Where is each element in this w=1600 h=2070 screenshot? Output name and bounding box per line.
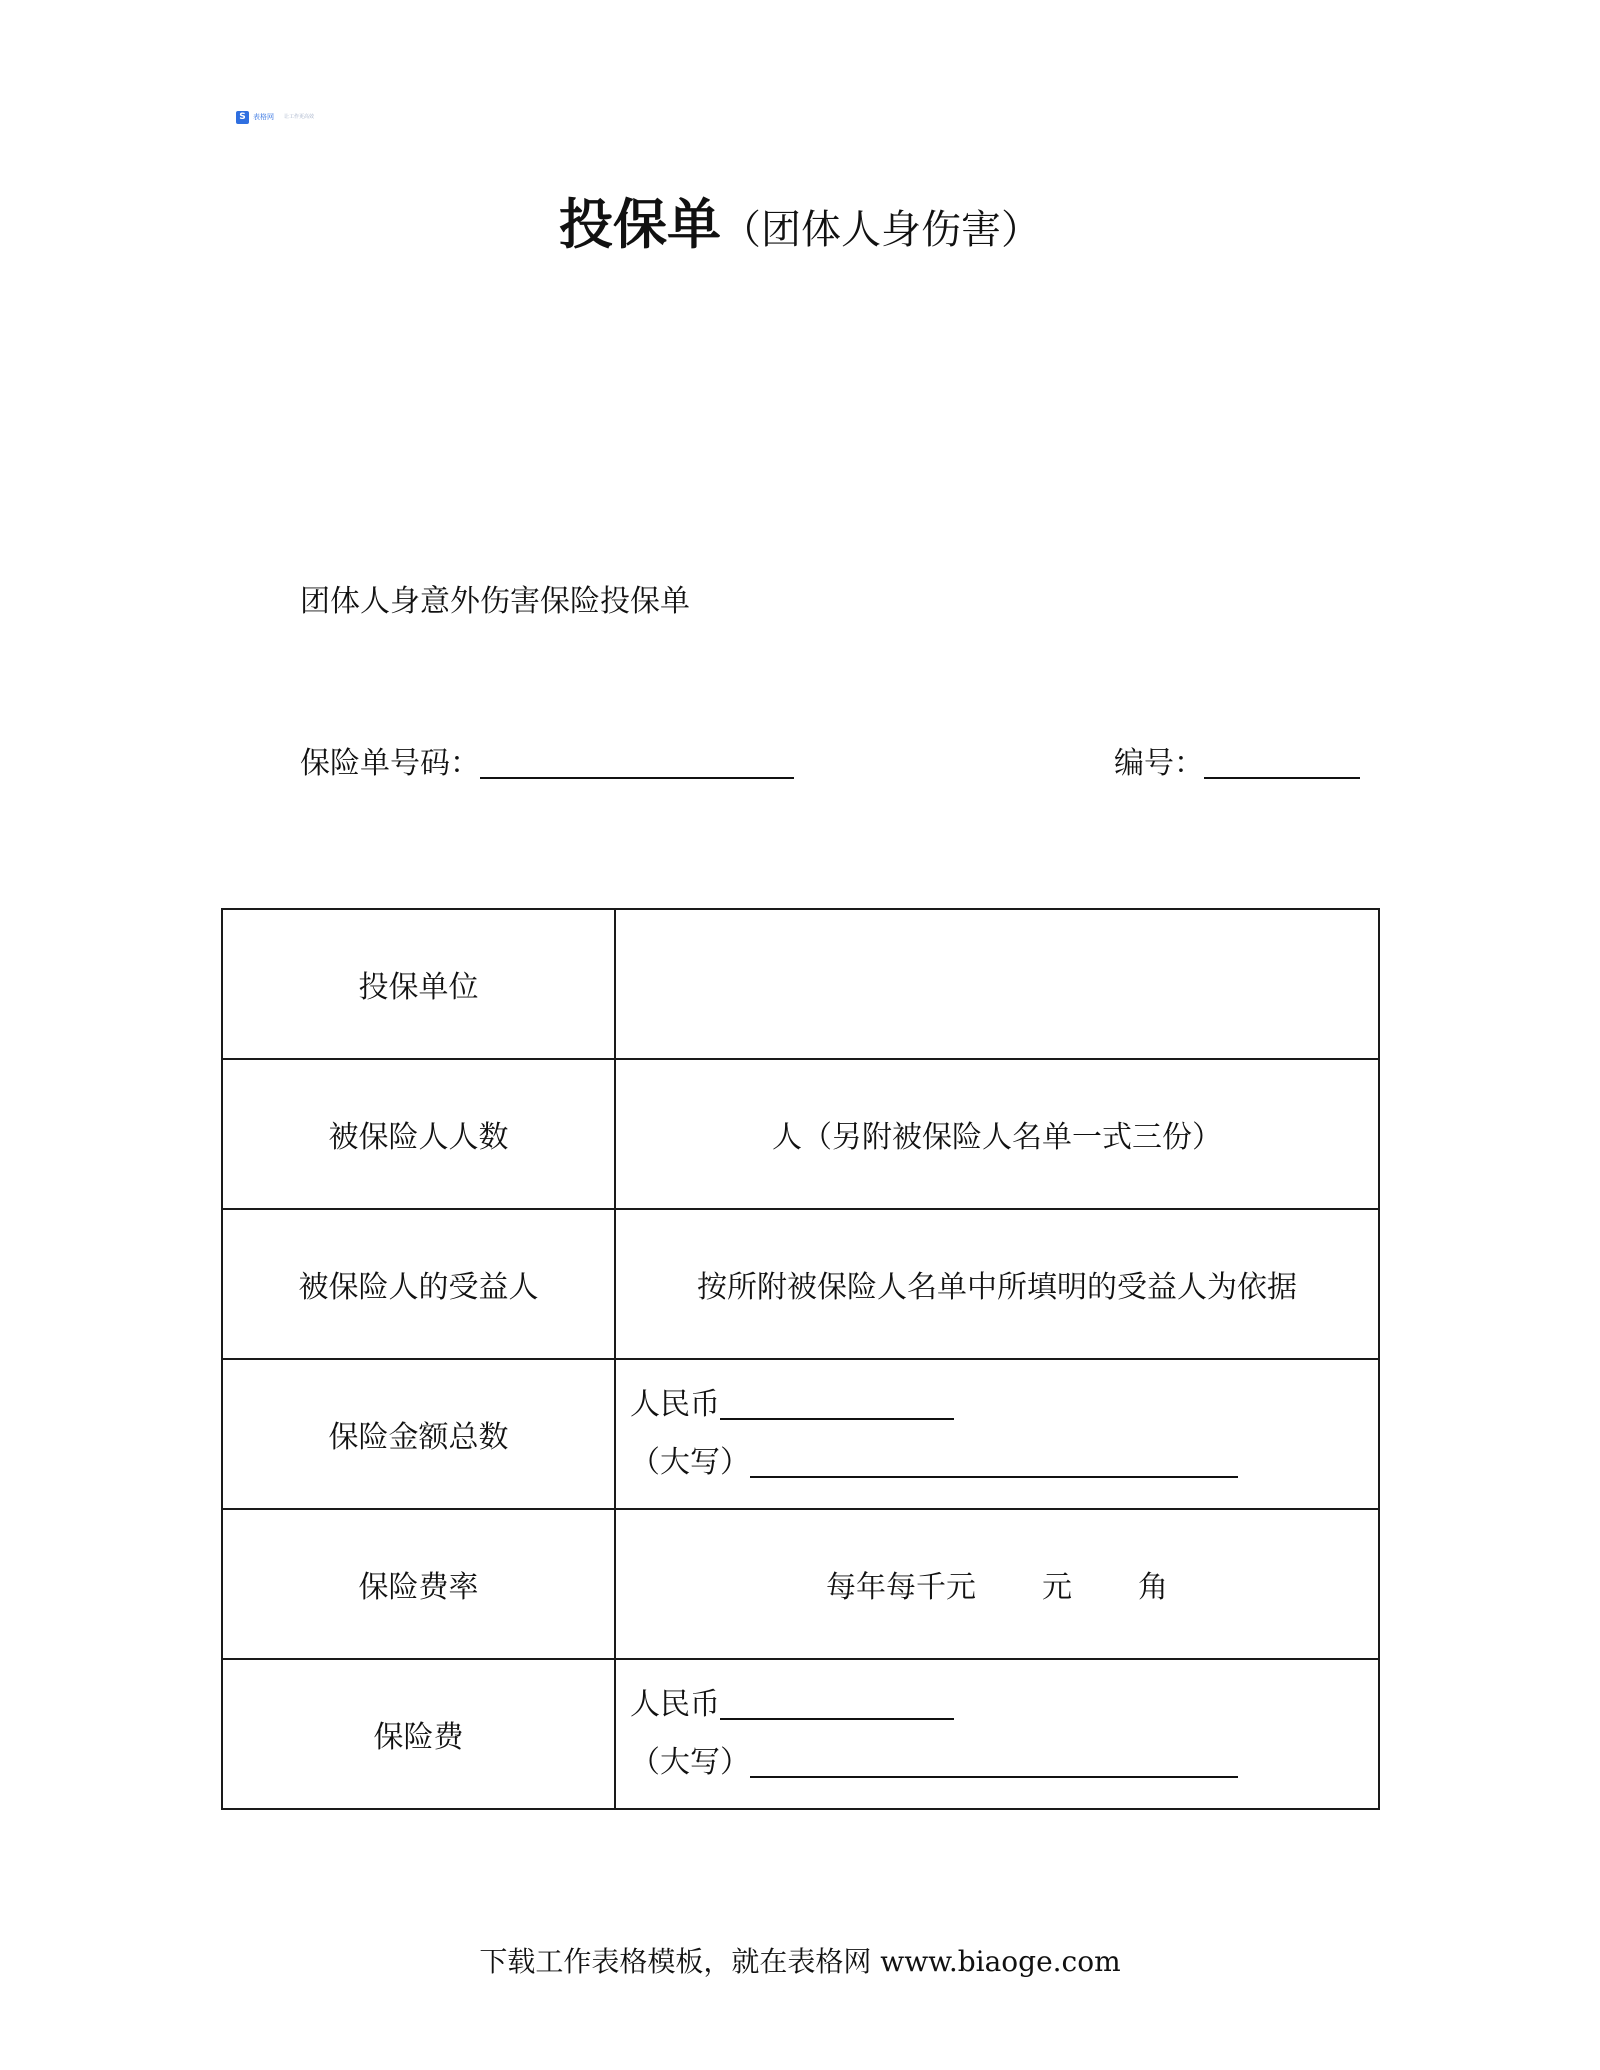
sum-insured-rmb-blank[interactable] <box>720 1382 954 1420</box>
sum-insured-words-blank[interactable] <box>750 1440 1238 1478</box>
logo-name: 表格网 <box>253 112 274 121</box>
policy-number-blank[interactable] <box>480 741 794 779</box>
rate-per-thousand: 每年每千元 <box>826 1570 976 1605</box>
rate-yuan: 元 <box>1042 1570 1072 1605</box>
application-form-table <box>221 908 1380 1810</box>
table-row <box>222 1209 1379 1359</box>
premium-rmb-line <box>630 1676 1378 1734</box>
sum-insured-words-line <box>630 1434 1378 1492</box>
rmb-label: 人民币 <box>630 1687 720 1722</box>
document-title <box>0 190 1600 265</box>
site-logo <box>236 110 314 124</box>
row-label-premium-rate: 保险费率 <box>222 1509 615 1659</box>
logo-tagline: 让工作更高效 <box>284 113 315 120</box>
row-label-insured-count: 被保险人人数 <box>222 1059 615 1209</box>
footer-text: 下载工作表格模板，就在表格网 www.biaoge.com <box>479 1945 1121 1978</box>
insured-count-value[interactable]: 人（另附被保险人名单一式三份） <box>615 1059 1379 1209</box>
policy-number-field <box>300 740 794 788</box>
sum-insured-value <box>615 1359 1379 1509</box>
row-label-beneficiary: 被保险人的受益人 <box>222 1209 615 1359</box>
table-row <box>222 1659 1379 1809</box>
in-words-label: （大写） <box>630 1745 750 1780</box>
title-main: 投保单 <box>559 193 721 256</box>
applicant-value-cell[interactable] <box>615 909 1379 1059</box>
premium-rate-value[interactable] <box>615 1509 1379 1659</box>
serial-number-field <box>1114 740 1360 788</box>
table-row <box>222 1509 1379 1659</box>
rmb-label: 人民币 <box>630 1387 720 1422</box>
in-words-label: （大写） <box>630 1445 750 1480</box>
row-label-premium: 保险费 <box>222 1659 615 1809</box>
beneficiary-value: 按所附被保险人名单中所填明的受益人为依据 <box>615 1209 1379 1359</box>
form-subtitle: 团体人身意外伤害保险投保单 <box>300 584 690 619</box>
rate-jiao: 角 <box>1138 1570 1168 1605</box>
premium-words-blank[interactable] <box>750 1740 1238 1778</box>
table-row <box>222 909 1379 1059</box>
policy-number-label: 保险单号码： <box>300 746 480 781</box>
premium-rmb-blank[interactable] <box>720 1682 954 1720</box>
premium-words-line <box>630 1734 1378 1792</box>
serial-number-label: 编号： <box>1114 746 1204 781</box>
row-label-applicant: 投保单位 <box>222 909 615 1059</box>
table-row <box>222 1359 1379 1509</box>
logo-mark-icon: S <box>236 111 249 124</box>
premium-value <box>615 1659 1379 1809</box>
title-sub: （团体人身伤害） <box>721 207 1041 253</box>
sum-insured-rmb-line <box>630 1376 1378 1434</box>
row-label-sum-insured: 保险金额总数 <box>222 1359 615 1509</box>
table-row <box>222 1059 1379 1209</box>
serial-number-blank[interactable] <box>1204 741 1360 779</box>
